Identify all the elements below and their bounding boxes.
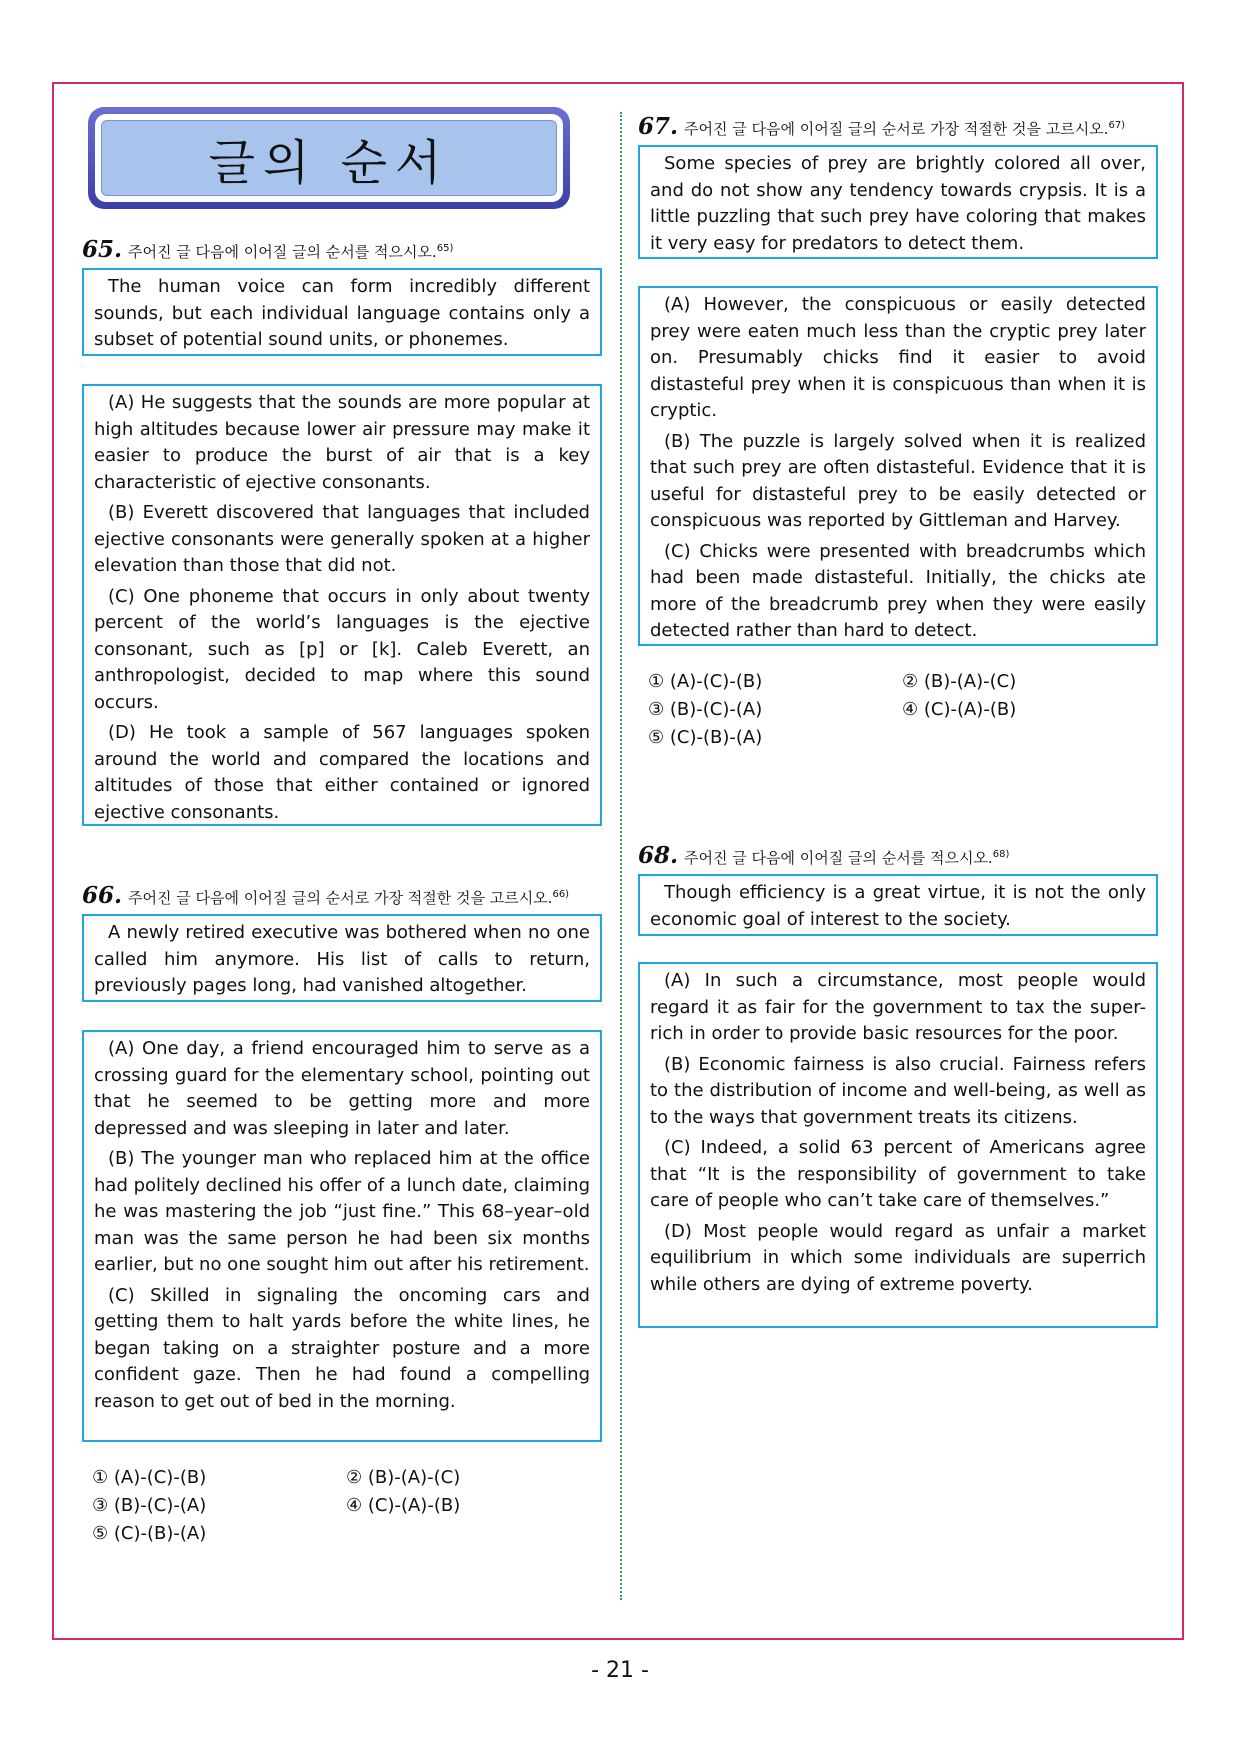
paragraph-c: (C) Indeed, a solid 63 percent of Americans agree that “It is the responsibility of government to take care of people who can’t take care of themselves.” — [650, 1137, 1146, 1211]
choice-3[interactable]: ③ (B)-(C)-(A) — [648, 699, 763, 720]
choice-2[interactable]: ② (B)-(A)-(C) — [902, 671, 1017, 692]
choice-5[interactable]: ⑤ (C)-(B)-(A) — [648, 727, 763, 748]
choice-4[interactable]: ④ (C)-(A)-(B) — [346, 1495, 461, 1516]
question-number: 67. — [638, 113, 679, 140]
question-ref: 68) — [992, 849, 1010, 860]
paragraph-a: (A) One day, a friend encouraged him to serve as a crossing guard for the elementary school, pointing out that he seemed to be getting more and more depressed and was sleeping in later and later. — [94, 1038, 590, 1139]
question-65-paragraphs-box — [82, 384, 602, 826]
question-67-choices — [648, 668, 1156, 752]
question-number: 65. — [82, 236, 123, 263]
question-prompt: 주어진 글 다음에 이어질 글의 순서를 적으시오. — [128, 243, 437, 261]
given-text: A newly retired executive was bothered when no one called him anymore. His list of calls to return, previously pages long, had vanished altogether. — [94, 922, 590, 996]
paragraph-b: (B) Everett discovered that languages that included ejective consonants were generally spoken at a higher elevation than those that did not. — [94, 502, 590, 576]
page-number: - 21 - — [591, 1658, 649, 1683]
question-prompt: 주어진 글 다음에 이어질 글의 순서로 가장 적절한 것을 고르시오. — [684, 120, 1109, 138]
paragraph-d: (D) He took a sample of 567 languages spoken around the world and compared the locations and altitudes of those that either contained or ignored ejective consonants. — [94, 722, 590, 823]
choice-3[interactable]: ③ (B)-(C)-(A) — [92, 1495, 207, 1516]
given-text: The human voice can form incredibly different sounds, but each individual language contains only a subset of potential sound units, or phonemes. — [94, 276, 590, 350]
paragraph-c: (C) One phoneme that occurs in only about twenty percent of the world’s languages is the ejective consonant, such as [p] or [k]. Caleb Everett, an anthropologist, decided to map where this sound occurs. — [94, 585, 590, 713]
question-68-header — [638, 842, 1009, 869]
question-66-paragraphs-box — [82, 1030, 602, 1442]
question-67-paragraphs-box — [638, 286, 1158, 646]
paragraph-d: (D) Most people would regard as unfair a market equilibrium in which some individuals are superrich while others are dying of extreme poverty. — [650, 1220, 1146, 1295]
question-ref: 67) — [1108, 120, 1126, 131]
question-67-given-box — [638, 145, 1158, 259]
column-divider — [620, 112, 622, 1600]
question-65-given-box — [82, 268, 602, 356]
given-text: Though efficiency is a great virtue, it is not the only economic goal of interest to the society. — [650, 882, 1146, 930]
section-title-banner — [88, 107, 570, 209]
question-prompt: 주어진 글 다음에 이어질 글의 순서로 가장 적절한 것을 고르시오. — [128, 889, 553, 907]
paragraph-a: (A) In such a circumstance, most people would regard it as fair for the government to tax the super-rich in order to provide basic resources for the poor. — [650, 970, 1146, 1044]
given-text: Some species of prey are brightly colored all over, and do not show any tendency towards crypsis. It is a little puzzling that such prey have coloring that makes it very easy for predators to detect them. — [650, 153, 1146, 254]
title-banner-border — [95, 114, 563, 202]
paragraph-b: (B) The puzzle is largely solved when it is realized that such prey are often distasteful. Evidence that it is useful for distasteful prey to be easily detected or conspicuous was reported by Gittleman and Harvey. — [650, 430, 1146, 531]
choice-5[interactable]: ⑤ (C)-(B)-(A) — [92, 1523, 207, 1544]
question-68-paragraphs-box — [638, 962, 1158, 1328]
choice-1[interactable]: ① (A)-(C)-(B) — [92, 1467, 207, 1488]
question-number: 68. — [638, 842, 679, 869]
section-title: 글의 순서 — [208, 134, 450, 191]
paragraph-a: (A) However, the conspicuous or easily detected prey were eaten much less than the cryptic prey later on. Presumably chicks find it easier to avoid distasteful prey when it is conspicuous than when it is cryptic. — [650, 294, 1146, 421]
paragraph-c: (C) Chicks were presented with breadcrumbs which had been made distasteful. Initially, the chicks ate more of the breadcrumb prey when they were easily detected rather than hard to detect. — [650, 540, 1146, 641]
paragraph-b: (B) Economic fairness is also crucial. Fairness refers to the distribution of income and well-being, as well as to the ways that government treats its citizens. — [650, 1053, 1146, 1128]
choice-1[interactable]: ① (A)-(C)-(B) — [648, 671, 763, 692]
question-66-choices — [92, 1464, 600, 1548]
question-prompt: 주어진 글 다음에 이어질 글의 순서를 적으시오. — [684, 849, 993, 867]
choice-4[interactable]: ④ (C)-(A)-(B) — [902, 699, 1017, 720]
question-65-header — [82, 236, 453, 263]
choice-2[interactable]: ② (B)-(A)-(C) — [346, 1467, 461, 1488]
paragraph-a: (A) He suggests that the sounds are more popular at high altitudes because lower air pressure may make it easier to produce the burst of air that is a key characteristic of ejective consonants. — [94, 392, 590, 493]
title-banner-fill — [101, 120, 557, 196]
question-67-header — [638, 113, 1125, 140]
paragraph-b: (B) The younger man who replaced him at the office had politely declined his offer of a lunch date, claiming he was mastering the job “just fine.” This 68–year–old man was the same person he had been six months earlier, but no one sought him out after his retirement. — [94, 1148, 590, 1275]
question-68-given-box — [638, 874, 1158, 936]
question-ref: 65) — [436, 243, 454, 254]
question-66-header — [82, 882, 569, 909]
paragraph-c: (C) Skilled in signaling the oncoming cars and getting them to halt yards before the white lines, he began taking on a straighter posture and a more confident gaze. Then he had found a compelling reason to get out of bed in the morning. — [94, 1284, 590, 1412]
question-66-given-box — [82, 914, 602, 1002]
question-number: 66. — [82, 882, 123, 909]
question-ref: 66) — [552, 889, 570, 900]
